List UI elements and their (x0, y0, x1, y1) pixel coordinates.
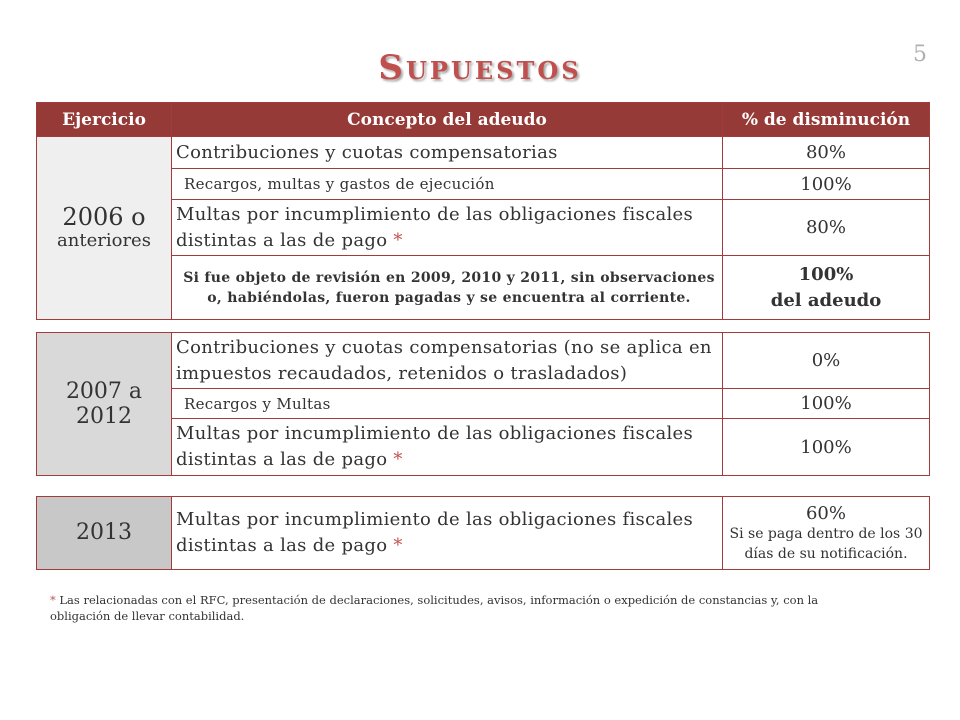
pct-condition-note: Si se paga dentro de los 30 días de su notificación. (729, 525, 923, 562)
pct-value: 60% (805, 502, 846, 524)
table-header-row (37, 103, 930, 137)
table-2013 (36, 496, 930, 570)
table-2006 (36, 102, 930, 320)
footnote-marker: * (393, 229, 403, 251)
year-cell-2007-2012: 2007 a 2012 (37, 333, 172, 476)
concept-note: (no se aplica en impuestos recaudados, retenidos o trasladados) (176, 336, 712, 384)
concept-cell (172, 497, 723, 570)
concept-cell (172, 200, 723, 256)
year-cell-2013: 2013 (37, 497, 172, 570)
header-porcentaje: % de disminución (723, 103, 930, 137)
concept-cell: Si fue objeto de revisión en 2009, 2010 y 2011, sin observaciones o, habiéndolas, fueron pagadas y se encuentra al corriente. (172, 256, 723, 320)
pct-value-suffix: del adeudo (770, 289, 882, 311)
year-2006-line1: 2006 o (62, 202, 146, 231)
table-row (37, 137, 930, 169)
concept-cell: Recargos y Multas (172, 389, 723, 419)
concept-cell: Recargos, multas y gastos de ejecución (172, 169, 723, 200)
footnote-text: Las relacionadas con el RFC, presentación de declaraciones, solicitudes, avisos, información o expedición de constancias y, con la obligación de llevar contabilidad. (50, 593, 819, 623)
concept-cell (172, 333, 723, 389)
slide-title: Supuestos (378, 48, 582, 88)
pct-cell (723, 256, 930, 320)
footnote-marker: * (393, 535, 403, 556)
pct-cell: 0% (723, 333, 930, 389)
pct-cell: 100% (723, 169, 930, 200)
footnote-marker: * (393, 449, 403, 470)
pct-cell: 100% (723, 419, 930, 476)
header-ejercicio: Ejercicio (37, 103, 172, 137)
concept-text: Multas por incumplimiento de las obligaciones fiscales distintas a las de pago (176, 203, 694, 251)
footnote (50, 592, 870, 624)
page-number: 5 (913, 42, 927, 67)
table-2007-2012 (36, 332, 930, 476)
concept-cell: Contribuciones y cuotas compensatorias (172, 137, 723, 169)
concept-text: Multas por incumplimiento de las obligaciones fiscales distintas a las de pago (176, 423, 694, 470)
concept-cell (172, 419, 723, 476)
concept-text: Contribuciones y cuotas compensatorias (176, 336, 558, 358)
table-row (37, 497, 930, 570)
pct-cell: 80% (723, 200, 930, 256)
pct-value: 100% (798, 263, 854, 285)
concept-text: Multas por incumplimiento de las obligaciones fiscales distintas a las de pago (176, 509, 694, 556)
year-cell-2006 (37, 137, 172, 320)
header-concepto: Concepto del adeudo (172, 103, 723, 137)
pct-cell (723, 497, 930, 570)
year-2006-line2: anteriores (57, 230, 151, 252)
table-row (37, 333, 930, 389)
pct-cell: 80% (723, 137, 930, 169)
footnote-marker: * (50, 593, 56, 607)
pct-cell: 100% (723, 389, 930, 419)
